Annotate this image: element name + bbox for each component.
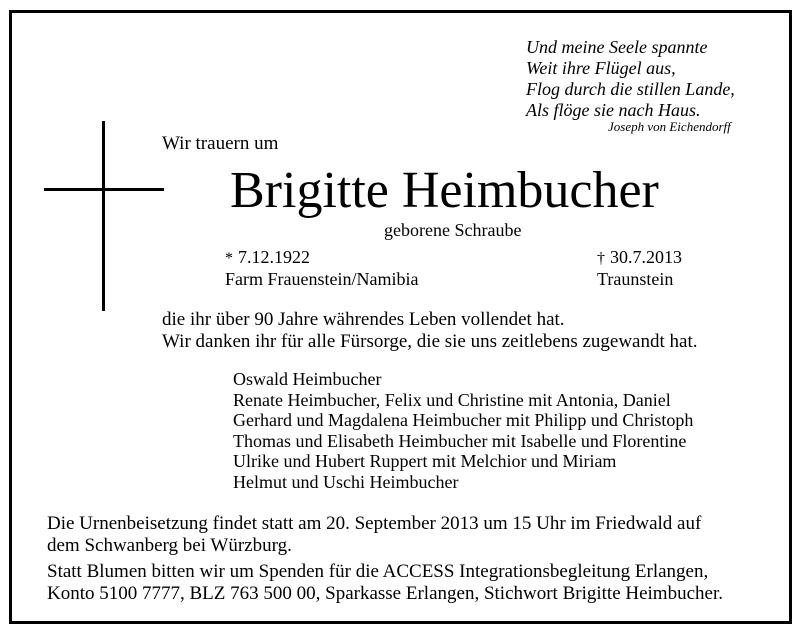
cross-vertical-bar [102, 121, 105, 311]
closing-notes [47, 513, 723, 605]
cross-icon [44, 121, 164, 311]
poem-line: Und meine Seele spannte [526, 37, 708, 57]
mourner-line: Thomas und Elisabeth Heimbucher mit Isabelle und Florentine [233, 430, 687, 451]
donation-line: Konto 5100 7777, BLZ 763 500 00, Sparkasse Erlangen, Stichwort Brigitte Heimbucher. [47, 583, 723, 604]
funeral-line: dem Schwanberg bei Würzburg. [47, 535, 292, 556]
poem-line: Weit ihre Flügel aus, [526, 58, 676, 78]
donation-line: Statt Blumen bitten wir um Spenden für die ACCESS Integrationsbegleitung Erlangen, [47, 561, 709, 582]
memorial-sentence [162, 309, 697, 353]
birth-info [225, 247, 418, 290]
deceased-name: Brigitte Heimbucher [230, 162, 659, 219]
death-symbol: † [597, 250, 605, 267]
mourner-line: Oswald Heimbucher [233, 369, 382, 389]
mourners-list [233, 369, 693, 492]
poem [526, 37, 735, 121]
death-info [597, 247, 682, 290]
cross-horizontal-bar [44, 188, 164, 191]
poem-line: Als flöge sie nach Haus. [526, 100, 701, 120]
death-date: 30.7.2013 [610, 247, 682, 267]
birth-date: 7.12.1922 [238, 247, 310, 267]
obituary-notice [9, 10, 792, 624]
sentence-line: die ihr über 90 Jahre währendes Leben vollendet hat. [162, 309, 565, 330]
poem-line: Flog durch die stillen Lande, [526, 79, 735, 99]
poem-author: Joseph von Eichendorff [608, 119, 731, 134]
funeral-line: Die Urnenbeisetzung findet statt am 20. September 2013 um 15 Uhr im Friedwald auf [47, 513, 702, 534]
sentence-line: Wir danken ihr für alle Fürsorge, die sie uns zeitlebens zugewandt hat. [162, 331, 698, 352]
birth-symbol: * [225, 250, 233, 267]
mourner-line: Renate Heimbucher, Felix und Christine mit Antonia, Daniel [233, 389, 671, 410]
intro-text: Wir trauern um [162, 133, 279, 154]
birth-place: Farm Frauenstein/Namibia [225, 269, 419, 289]
mourner-line: Gerhard und Magdalena Heimbucher mit Philipp und Christoph [233, 410, 694, 430]
mourner-line: Ulrike und Hubert Ruppert mit Melchior und Miriam [233, 451, 617, 471]
maiden-name: geborene Schraube [384, 220, 522, 240]
mourner-line: Helmut und Uschi Heimbucher [233, 471, 459, 492]
death-place: Traunstein [597, 269, 674, 289]
